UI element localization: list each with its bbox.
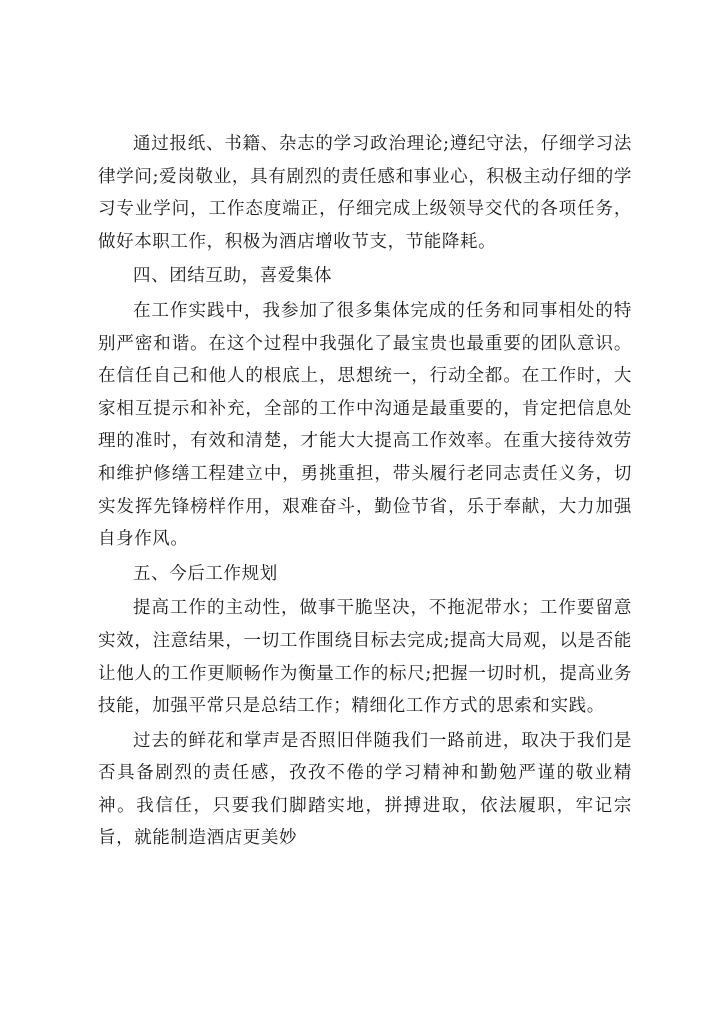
section-heading-teamwork: 四、团结互助，喜爱集体	[133, 266, 333, 287]
paragraph-future-plan: 提高工作的主动性，做事干脆坚决，不拖泥带水；工作要留意实效，注意结果，一切工作围绕目标去完成;提高大局观，以是否能让他人的工作更顺畅作为衡量工作的标尺;把握一切时机，提高业务技能，加强平常只是总结工作；精细化工作方式的思索和实践。	[98, 598, 632, 717]
paragraph-study: 通过报纸、书籍、杂志的学习政治理论;遵纪守法，仔细学习法律学问;爱岗敬业，具有剧烈的责任感和事业心，积极主动仔细的学习专业学问，工作态度端正，仔细完成上级领导交代的各项任务，做好本职工作，积极为酒店增收节支，节能降耗。	[98, 134, 632, 252]
paragraph-teamwork: 在工作实践中，我参加了很多集体完成的任务和同事相处的特别严密和谐。在这个过程中我强化了最宝贵也最重要的团队意识。在信任自己和他人的根底上，思想统一，行动全都。在工作时，大家相互提示和补充，全部的工作中沟通是最重要的，肯定把信息处理的准时，有效和清楚，才能大大提高工作效率。在重大接待效劳和维护修缮工程建立中，勇挑重担，带头履行老同志责任义务，切实发挥先锋榜样作用，艰难奋斗，勤俭节省，乐于奉献，大力加强自身作风。	[98, 300, 632, 550]
paragraph-conclusion: 过去的鲜花和掌声是否照旧伴随我们一路前进，取决于我们是否具备剧烈的责任感，孜孜不倦的学习精神和勤勉严谨的敬业精神。我信任，只要我们脚踏实地，拼搏进取，依法履职，牢记宗旨，就能制造酒店更美妙	[98, 730, 632, 849]
document-body	[98, 128, 632, 855]
section-heading-future-plan: 五、今后工作规划	[133, 563, 278, 584]
